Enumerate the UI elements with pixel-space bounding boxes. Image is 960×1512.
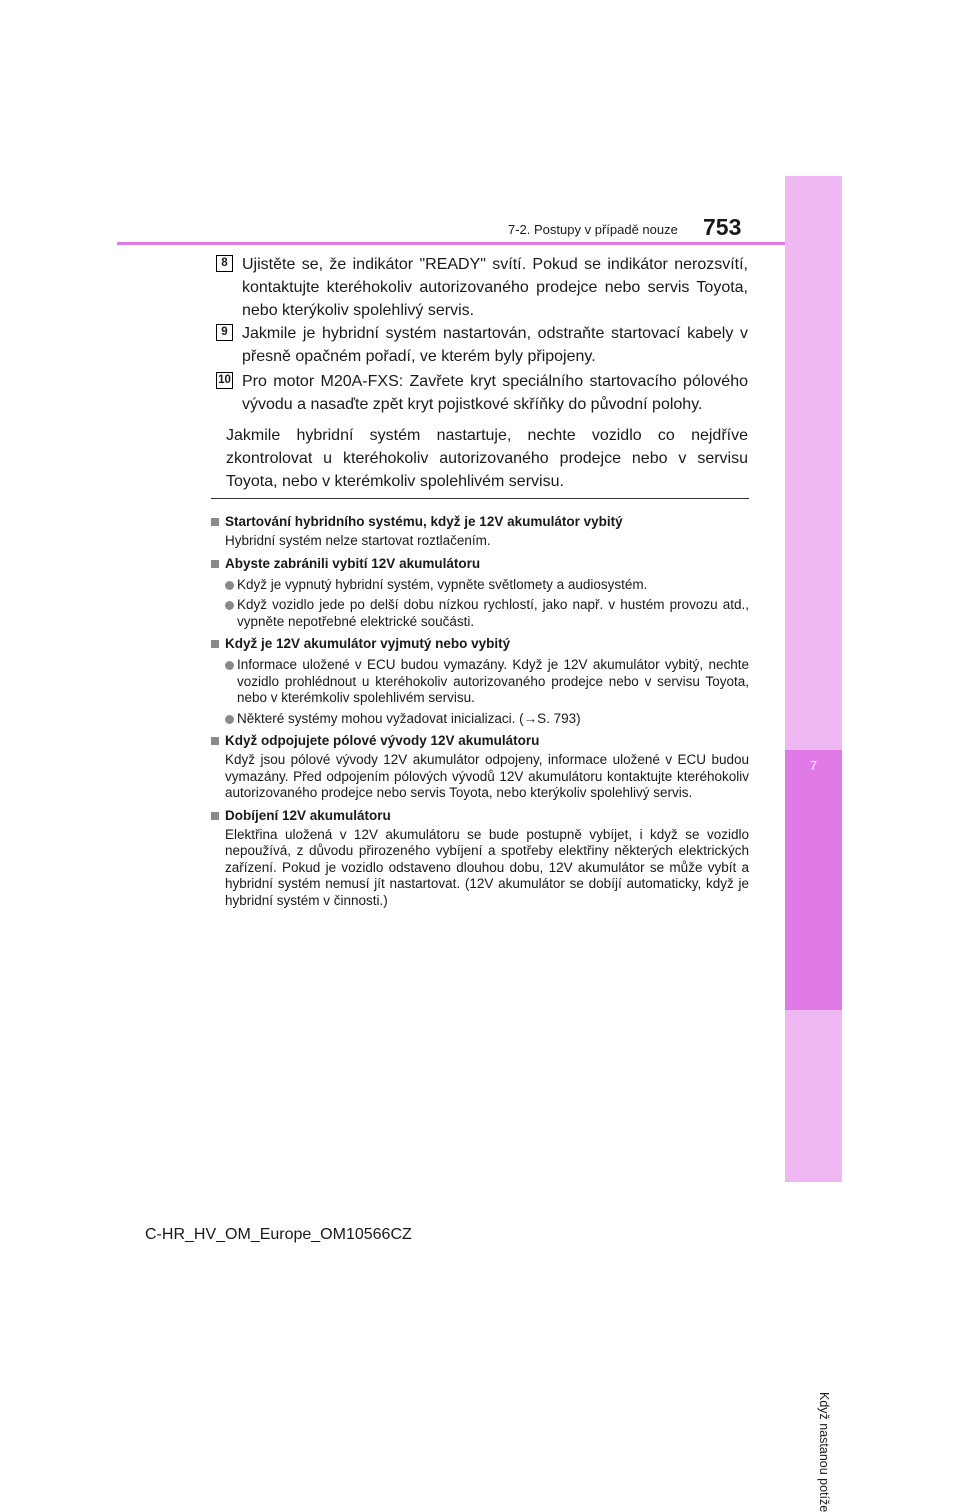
note-heading-text: Když je 12V akumulátor vyjmutý nebo vybitý [225,636,511,651]
note-heading-text: Když odpojujete pólové vývody 12V akumulátoru [225,733,540,748]
note-body: Elektřina uložená v 12V akumulátoru se bude postupně vybíjet, i když se vozidlo nepoužívá, z důvodu přirozeného vybíjení a spotřeby elektřiny některých elektrických zařízení. Pokud je vozidlo odstaveno dlouhou dobu, 12V akumulátor se může vybít a hybridní systém nemusí jít nastartovat. (12V akumulátor se dobíjí automaticky, když je hybridní systém v činnosti.) [225,826,749,908]
chapter-title: Když nastanou potíže [817,1392,831,1512]
note-heading [211,555,749,573]
page-number: 753 [703,214,742,240]
header-divider [117,242,785,245]
bullet-text: Když vozidlo jede po delší dobu nízkou rychlostí, jako např. v hustém provozu atd., vypněte nepotřebné elektrické součásti. [237,597,749,629]
step-text: Jakmile je hybridní systém nastartován, odstraňte startovací kabely v přesně opačném pořadí, ve kterém byly připojeny. [242,325,748,365]
note-heading [211,513,749,531]
note-heading [211,732,749,750]
closing-paragraph: Jakmile hybridní systém nastartuje, nechte vozidlo co nejdříve zkontrolovat u kteréhokoliv autorizovaného prodejce nebo v servisu Toyota, nebo v kterémkoliv spolehlivém servisu. [226,427,748,490]
note-body: Hybridní systém nelze startovat roztlačením. [225,533,491,548]
bullet-text: Některé systémy mohou vyžadovat inicializaci. (→S. 793) [237,710,581,726]
step-10 [216,370,748,416]
circle-bullet-icon [225,661,234,670]
circle-bullet-icon [225,581,234,590]
note-heading-text: Startování hybridního systému, když je 12V akumulátor vybitý [225,514,623,529]
section-title: 7-2. Postupy v případě nouze [508,222,678,237]
note-bullet [225,577,749,594]
chapter-sidebar [785,176,842,1512]
note-bullet [225,657,749,707]
circle-bullet-icon [225,715,234,724]
square-bullet-icon [211,812,219,820]
note-heading-text: Dobíjení 12V akumulátoru [225,807,391,823]
square-bullet-icon [211,640,219,648]
step-text: Pro motor M20A-FXS: Zavřete kryt speciálního startovacího pólového vývodu a nasaďte zpět kryt pojistkové skříňky do původní polohy. [242,373,748,413]
notes-section [211,508,749,909]
note-heading-text: Abyste zabránili vybití 12V akumulátoru [225,555,481,571]
square-bullet-icon [211,518,219,526]
chapter-tab[interactable] [785,750,842,1512]
note-bullet [225,711,749,728]
square-bullet-icon [211,737,219,745]
step-8 [216,253,748,322]
square-bullet-icon [211,560,219,568]
step-9 [216,322,748,368]
step-number-badge: 9 [216,324,233,341]
circle-bullet-icon [225,601,234,610]
step-text: Ujistěte se, že indikátor "READY" svítí. Pokud se indikátor nerozsvítí, kontaktujte kteréhokoliv autorizovaného prodejce nebo servis Toyota, nebo kterýkoliv spolehlivý servis. [242,256,748,319]
note-body: Když jsou pólové vývody 12V akumulátor odpojeny, informace uložené v ECU budou vymazány. Před odpojením pólových vývodů 12V akumulátoru kontaktujte kteréhokoliv autorizovaného prodejce nebo servis Toyota, nebo kterýkoliv spolehlivý servis. [225,752,749,800]
note-heading [211,635,749,653]
section-divider [211,498,749,499]
chapter-number: 7 [809,758,818,773]
step-number-badge: 10 [216,372,233,389]
bullet-text: Informace uložené v ECU budou vymazány. Když je 12V akumulátor vybitý, nechte vozidlo prohlédnout u kteréhokoliv autorizovaného prodejce nebo v servisu Toyota, nebo v kterémkoliv spolehlivém servisu. [237,657,749,705]
note-bullet [225,597,749,630]
bullet-text: Když je vypnutý hybridní systém, vypněte světlomety a audiosystém. [237,576,648,592]
document-code: C-HR_HV_OM_Europe_OM10566CZ [145,1226,412,1243]
note-heading [211,807,749,825]
step-number-badge: 8 [216,255,233,272]
